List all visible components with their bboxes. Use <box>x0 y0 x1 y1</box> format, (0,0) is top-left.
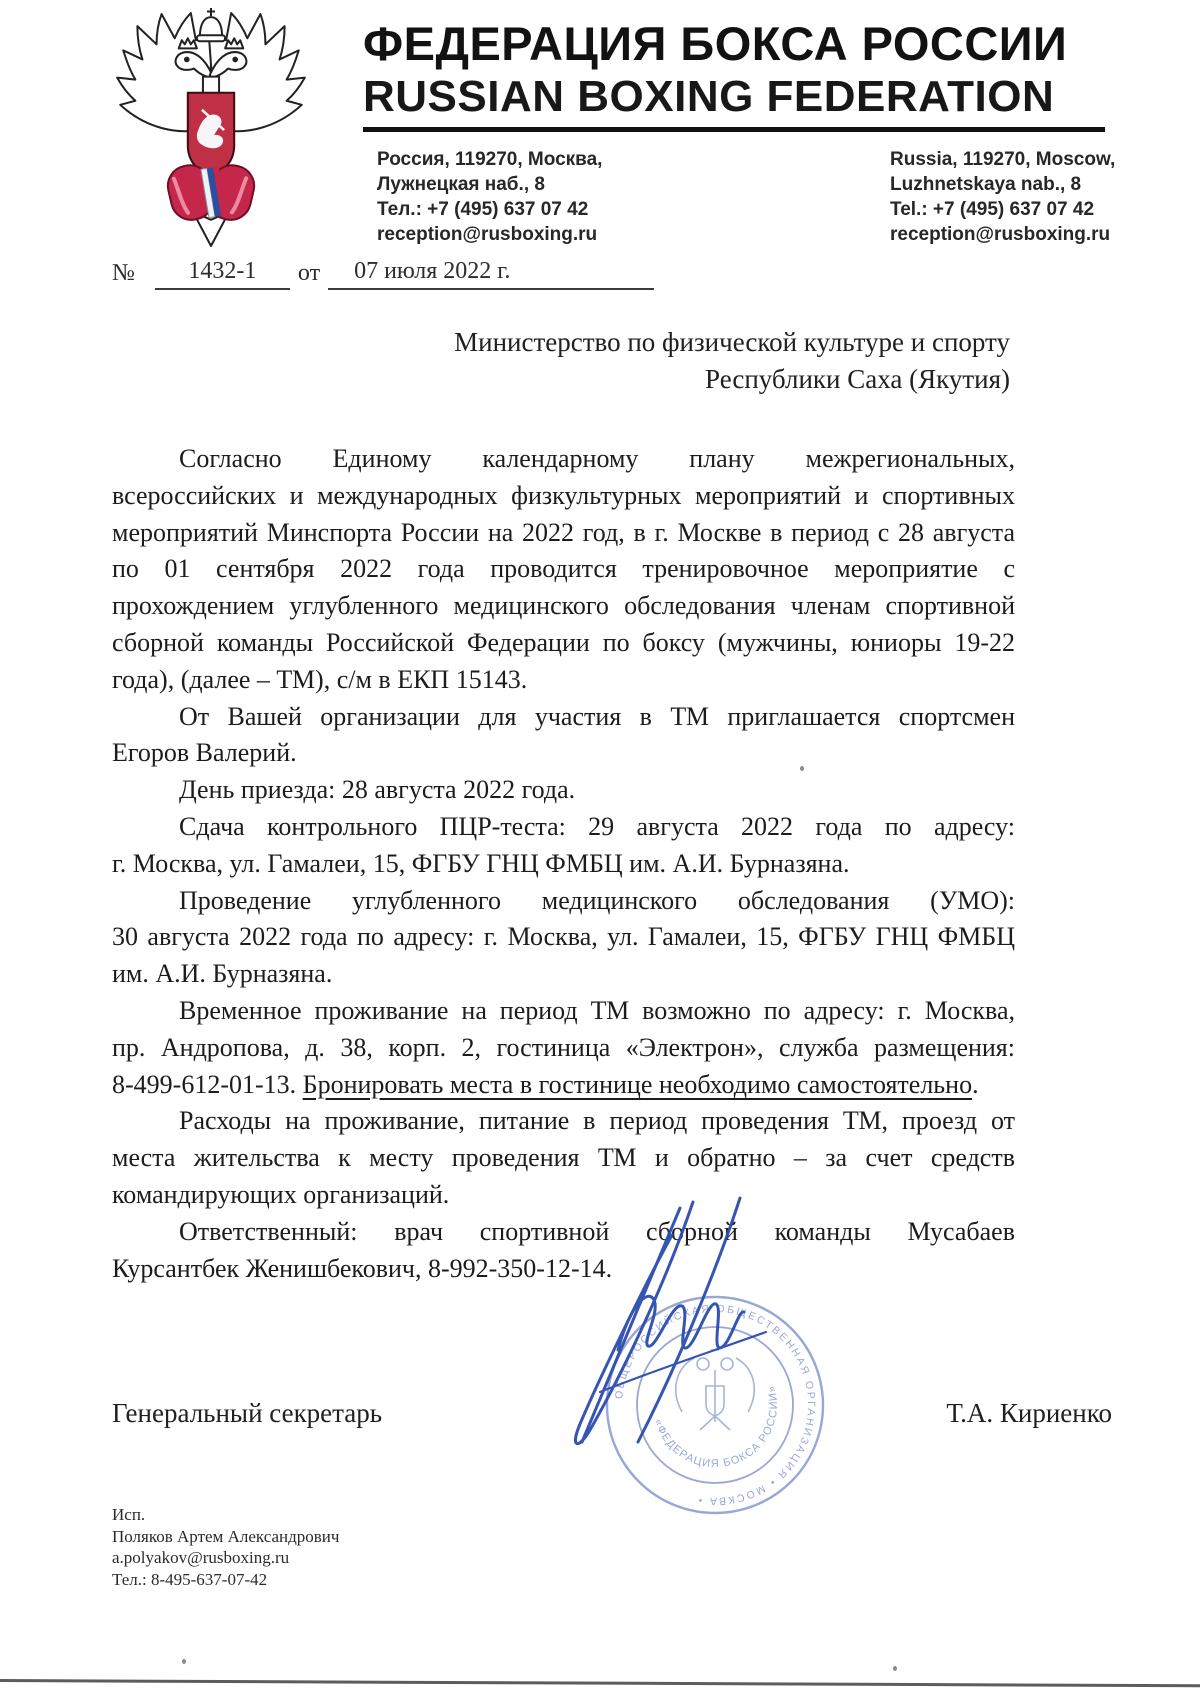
executor-phone: Тел.: 8-495-637-07-42 <box>112 1569 268 1589</box>
executor-name: Поляков Артем Александрович <box>112 1526 340 1546</box>
stamp-eagle-icon <box>676 1350 754 1430</box>
address-line: reception@rusboxing.ru <box>377 224 598 245</box>
text-run: всероссийских и международных физкультурных мероприятий и спортивных <box>112 480 1015 510</box>
body-line <box>112 993 1015 1030</box>
body-line <box>112 846 1015 883</box>
small-crown-icon <box>179 38 197 48</box>
address-line: Лужнецкая наб., 8 <box>377 174 545 195</box>
address-line: Tel.: +7 (495) 637 07 42 <box>890 199 1095 220</box>
text-run: Егоров Валерий. <box>112 738 297 768</box>
text-run: по 01 сентября 2022 года проводится тренировочное мероприятие с <box>112 554 1015 584</box>
text-run: От Вашей организации для участия в ТМ приглашается спортсмен <box>179 701 1015 731</box>
body-line <box>112 699 1015 736</box>
body-paragraph <box>112 441 1015 699</box>
text-run: Расходы на проживание, питание в период проведения ТМ, проезд от <box>179 1106 1015 1136</box>
scan-speck <box>182 1659 186 1664</box>
federation-emblem <box>90 6 332 248</box>
text-run: День приезда: 28 августа 2022 года. <box>179 775 576 805</box>
body-line <box>112 625 1015 662</box>
stamp-ring-text: ОБЩЕРОССИЙСКАЯ ОБЩЕСТВЕННАЯ ОРГАНИЗАЦИЯ • МОСКВА • <box>613 1302 818 1508</box>
reference-line <box>112 258 654 290</box>
body-line <box>112 1067 1015 1104</box>
address-line: reception@rusboxing.ru <box>890 224 1111 245</box>
body-paragraph <box>112 809 1015 883</box>
stamp-and-signature <box>530 1180 870 1515</box>
number-sign: № <box>112 260 135 286</box>
body-line <box>112 588 1015 625</box>
text-run: Проведение углубленного медицинского обследования (УМО): <box>179 885 1015 915</box>
text-run: мероприятий Минспорта России на 2022 год, в г. Москве в период с 28 августа <box>112 517 1015 547</box>
signer-name: Т.А. Кириенко <box>946 1398 1112 1428</box>
text-run: места жительства к месту проведения ТМ и обратно – за счет средств <box>112 1143 1015 1173</box>
address-line: Luzhnetskaya nab., 8 <box>890 174 1082 195</box>
imperial-crown-icon <box>197 8 225 41</box>
text-run: пр. Андропова, д. 38, корп. 2, гостиница «Электрон», служба размещения: <box>112 1032 1015 1062</box>
org-title-russian: ФЕДЕРАЦИЯ БОКСА РОССИИ <box>363 17 1068 70</box>
header-divider <box>363 127 1105 132</box>
executor-email: a.polyakov@rusboxing.ru <box>112 1548 290 1567</box>
letter-number: 1432-1 <box>155 258 290 290</box>
stamp-inner-text: «ФЕДЕРАЦИЯ БОКСА РОССИИ» <box>651 1383 781 1471</box>
body-line <box>112 772 1015 809</box>
recipient-line: Республики Саха (Якутия) <box>705 364 1010 394</box>
letterhead-titles <box>363 16 1103 122</box>
svg-text:«ФЕДЕРАЦИЯ БОКСА РОССИИ» <box>652 1383 780 1470</box>
underlined-text: Бронировать места в гостинице необходимо самостоятельно <box>302 1069 973 1099</box>
address-block-english <box>890 147 1115 247</box>
text-run: сборной команды Российской Федерации по боксу (мужчины, юниоры 19-22 <box>112 627 1015 657</box>
text-run: им. А.И. Бурназяна. <box>112 959 333 989</box>
body-line <box>112 809 1015 846</box>
from-label: от <box>297 260 321 286</box>
body-line <box>112 919 1015 956</box>
letter-date: 07 июля 2022 г. <box>328 258 654 290</box>
scan-artifact-line <box>0 1679 1200 1687</box>
body-line <box>112 551 1015 588</box>
text-run: года), (далее – ТМ), с/м в ЕКП 15143. <box>112 664 528 694</box>
address-line: Russia, 119270, Moscow, <box>890 149 1116 170</box>
address-line: Россия, 119270, Москва, <box>377 149 603 170</box>
text-run: Согласно Единому календарному плану межрегиональных, <box>179 444 1015 473</box>
signer-role: Генеральный секретарь <box>112 1398 383 1428</box>
body-line <box>112 956 1015 993</box>
body-line <box>112 735 1015 772</box>
text-run: 8-499-612-01-13. <box>112 1069 303 1099</box>
text-run: Временное проживание на период ТМ возможно по адресу: г. Москва, <box>179 995 1015 1025</box>
text-run: Сдача контрольного ПЦР-теста: 29 августа 2022 года по адресу: <box>179 811 1015 841</box>
body-line <box>112 662 1015 699</box>
body <box>112 441 1015 1287</box>
text-run: Ответственный: врач спортивной сборной команды Мусабаев <box>179 1216 1015 1246</box>
body-paragraph <box>112 993 1015 1103</box>
body-line <box>112 1030 1015 1067</box>
executor-block <box>112 1504 339 1590</box>
round-stamp <box>607 1297 823 1513</box>
text-run: прохождением углубленного медицинского обследования членам спортивной <box>112 591 1015 621</box>
executor-label: Исп. <box>112 1505 146 1524</box>
text-run: г. Москва, ул. Гамалеи, 15, ФГБУ ГНЦ ФМБЦ им. А.И. Бурназяна. <box>112 848 850 878</box>
scan-speck <box>800 766 804 771</box>
address-block-russian <box>377 147 602 247</box>
org-title-english: RUSSIAN BOXING FEDERATION <box>363 72 1055 121</box>
text-run: 30 августа 2022 года по адресу: г. Москва, ул. Гамалеи, 15, ФГБУ ГНЦ ФМБЦ <box>112 922 1015 952</box>
address-line: Тел.: +7 (495) 637 07 42 <box>377 199 589 220</box>
body-line <box>112 478 1015 515</box>
text-run: . <box>972 1069 979 1099</box>
recipient-block <box>454 324 1010 398</box>
double-headed-eagle-boxing-gloves-icon <box>90 6 332 248</box>
body-line <box>112 441 1015 478</box>
text-run: Курсантбек Женишбекович, 8-992-350-12-14. <box>112 1253 613 1283</box>
recipient-line: Министерство по физической культуре и спорту <box>454 327 1010 357</box>
body-paragraph <box>112 772 1015 809</box>
body-paragraph <box>112 883 1015 993</box>
body-line <box>112 515 1015 552</box>
body-line <box>112 1103 1015 1140</box>
body-line <box>112 883 1015 920</box>
body-line <box>112 1140 1015 1177</box>
text-run: командирующих организаций. <box>112 1179 450 1209</box>
body-paragraph <box>112 699 1015 773</box>
scan-speck <box>893 1666 897 1671</box>
